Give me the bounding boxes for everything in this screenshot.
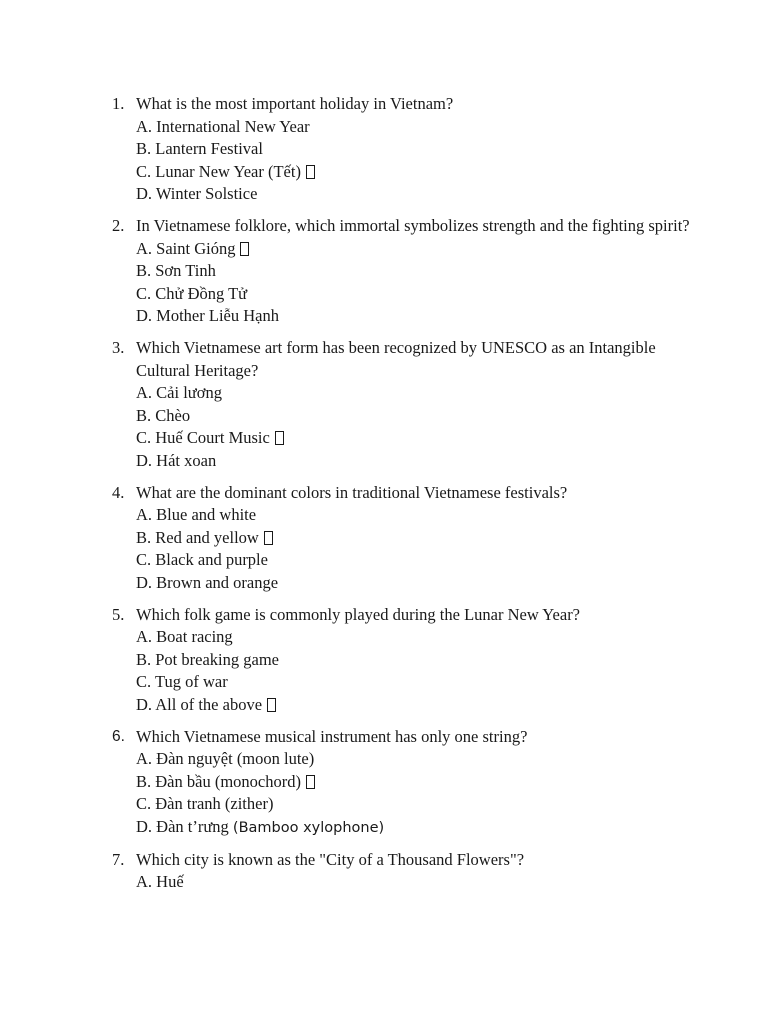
answer-option: A. Đàn nguyệt (moon lute) — [136, 749, 315, 768]
question-text: Which Vietnamese musical instrument has only one string? — [136, 726, 528, 746]
question-text: Which city is known as the "City of a Thousand Flowers"? — [136, 849, 525, 869]
question-number: 3. — [112, 338, 125, 357]
question-6 — [112, 726, 692, 840]
question-4 — [112, 482, 692, 595]
question-5 — [112, 604, 692, 717]
question-2 — [112, 215, 692, 328]
answer-option: A. Boat racing — [136, 627, 233, 646]
check-mark-icon — [306, 775, 315, 789]
check-mark-icon — [240, 242, 249, 256]
answer-option: B. Sơn Tinh — [136, 261, 216, 280]
answer-option: D. Brown and orange — [136, 572, 279, 592]
question-number: 2. — [112, 216, 125, 235]
question-number: 6. — [112, 727, 125, 745]
check-mark-icon — [306, 165, 315, 179]
answer-option: D. Đàn t’rưng (Bamboo xylophone) — [136, 816, 385, 836]
question-3 — [112, 337, 692, 472]
question-7 — [112, 849, 692, 894]
question-text: Which folk game is commonly played during the Lunar New Year? — [136, 604, 581, 624]
question-text: What is the most important holiday in Vietnam? — [136, 94, 454, 113]
answer-option: D. Mother Liễu Hạnh — [136, 306, 279, 325]
answer-option: D. Winter Solstice — [136, 184, 258, 203]
quiz-list — [112, 93, 692, 903]
answer-option: C. Huế Court Music — [136, 427, 692, 450]
answer-option: A. Saint Gióng — [136, 238, 692, 261]
answer-option: C. Lunar New Year (Tết) — [136, 161, 692, 184]
answer-option: B. Đàn bầu (monochord) — [136, 771, 692, 794]
question-text: What are the dominant colors in traditional Vietnamese festivals? — [136, 482, 568, 502]
answer-option: D. Hát xoan — [136, 450, 217, 470]
check-mark-icon — [264, 531, 273, 545]
answer-option: C. Black and purple — [136, 550, 268, 569]
answer-option: B. Red and yellow — [136, 527, 692, 550]
answer-option: C. Chử Đồng Tử — [136, 283, 248, 303]
answer-option: B. Lantern Festival — [136, 139, 263, 158]
answer-option: A. Huế — [136, 872, 184, 891]
question-text: Which Vietnamese art form has been recognized by UNESCO as an Intangible Cultural Heritage? — [136, 338, 656, 380]
question-1 — [112, 93, 692, 206]
answer-option: B. Pot breaking game — [136, 649, 279, 669]
answer-option: A. Blue and white — [136, 505, 257, 524]
answer-option: C. Đàn tranh (zither) — [136, 794, 274, 813]
question-number: 7. — [112, 849, 125, 869]
question-number: 5. — [112, 604, 125, 624]
answer-option: A. International New Year — [136, 116, 310, 136]
question-number: 1. — [112, 94, 125, 113]
check-mark-icon — [275, 431, 284, 445]
check-mark-icon — [267, 698, 276, 712]
question-text: In Vietnamese folklore, which immortal symbolizes strength and the fighting spirit? — [136, 216, 690, 235]
answer-option: C. Tug of war — [136, 672, 228, 691]
answer-option: D. All of the above — [136, 694, 692, 717]
answer-option: A. Cải lương — [136, 383, 222, 402]
question-number: 4. — [112, 482, 125, 502]
answer-option: B. Chèo — [136, 405, 191, 425]
